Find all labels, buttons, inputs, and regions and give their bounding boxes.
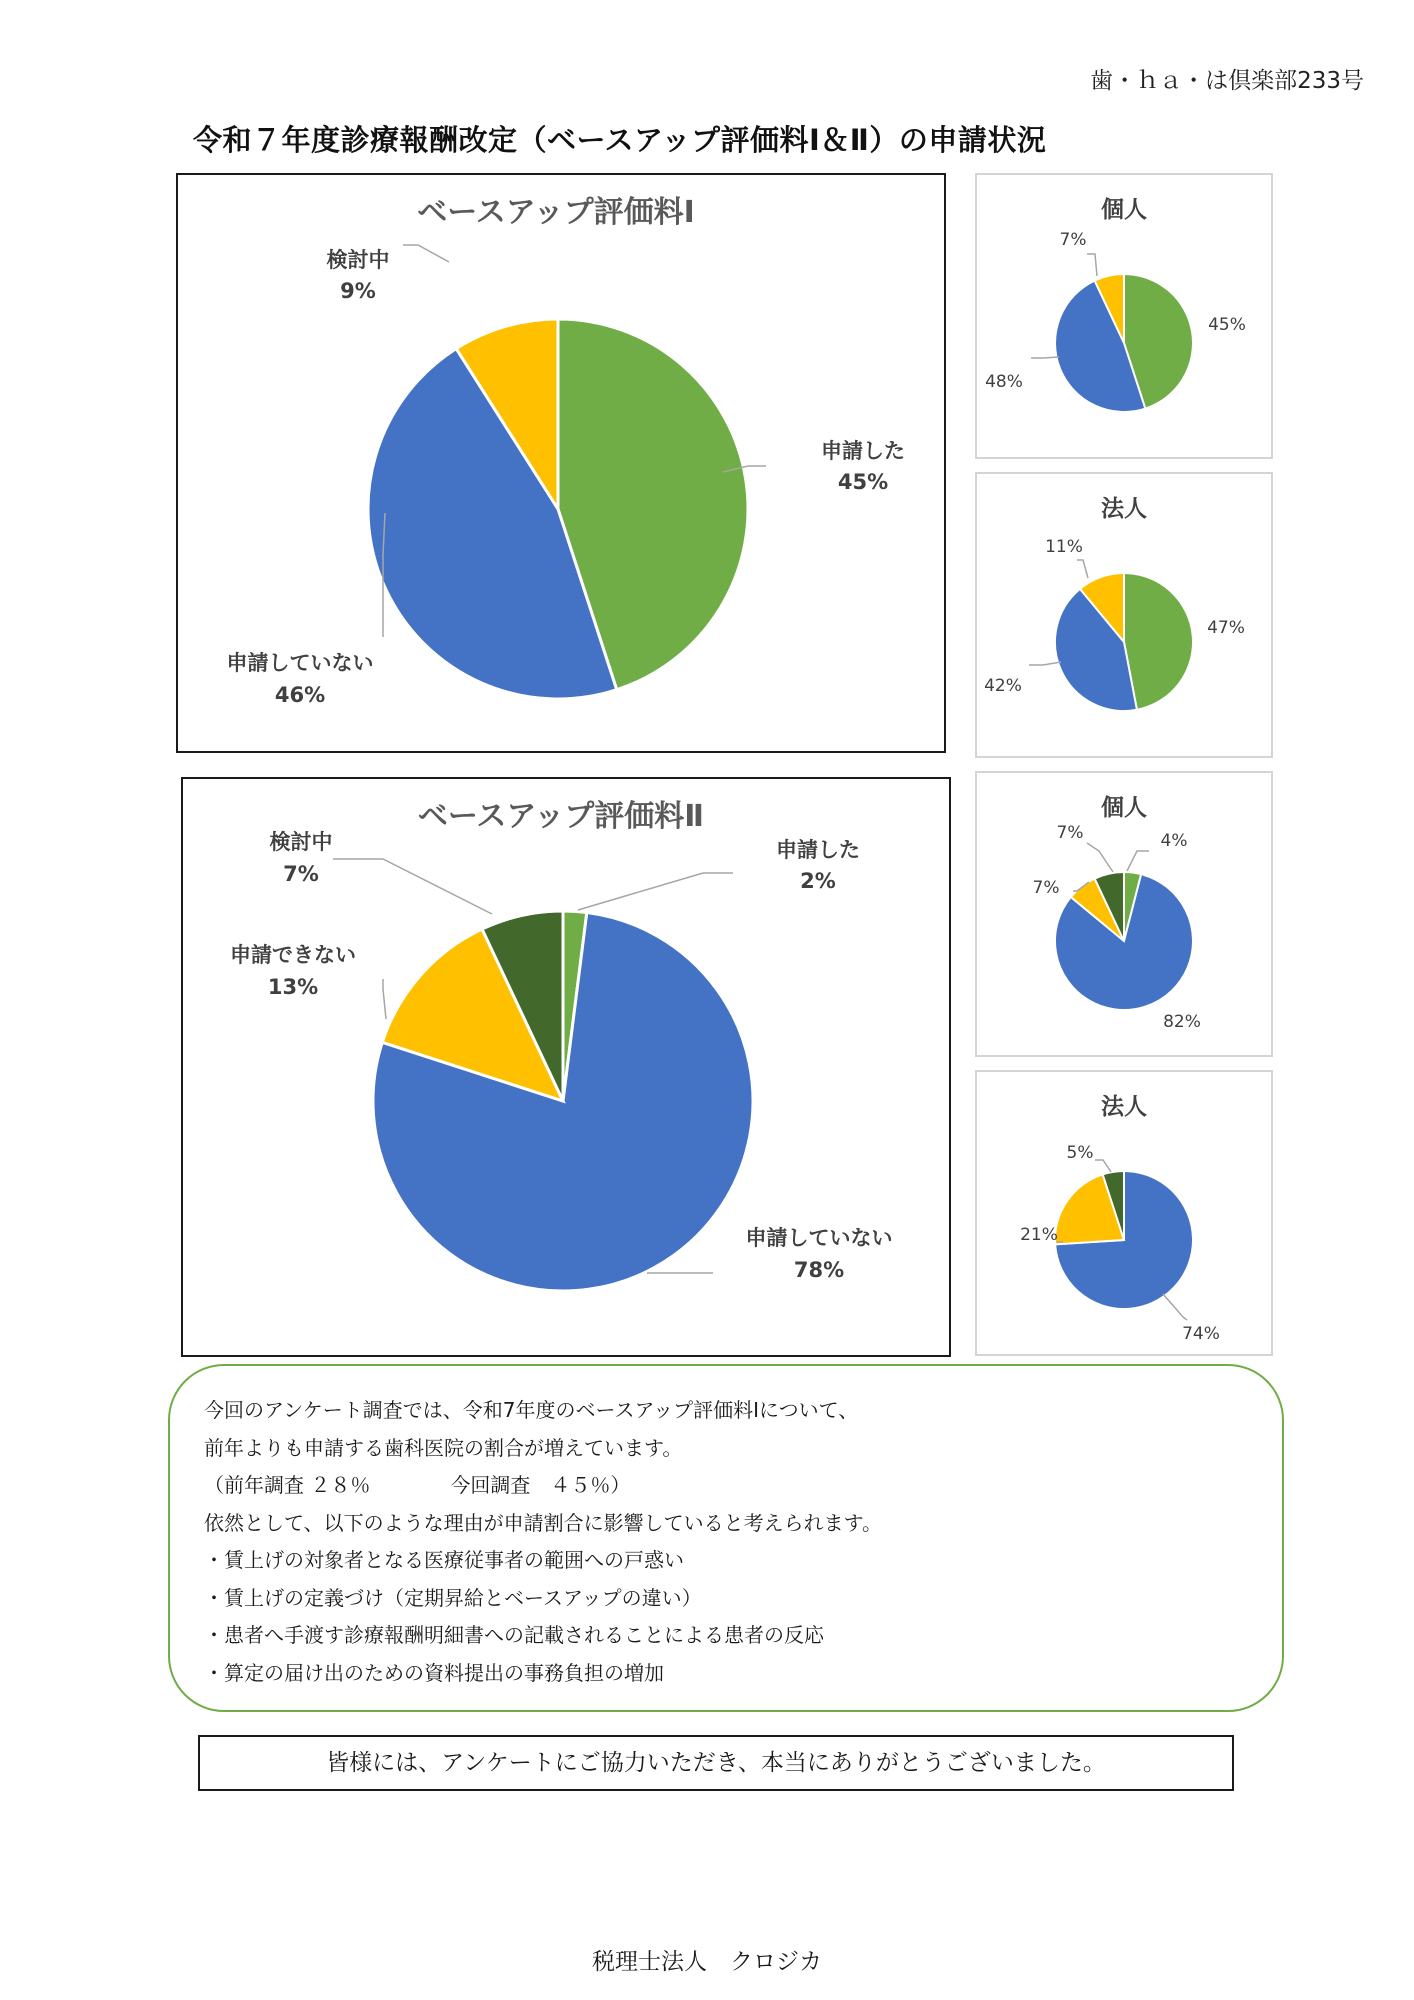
slice-value: 47%	[1207, 618, 1245, 638]
slice-value: 11%	[1045, 537, 1083, 557]
slice-value: 82%	[1163, 1012, 1201, 1032]
leader-line	[578, 873, 733, 910]
chart-title: 法人	[1101, 1094, 1147, 1120]
page-title: 令和７年度診療報酬改定（ベースアップ評価料Ⅰ＆Ⅱ）の申請状況	[193, 123, 1047, 157]
leader-line	[383, 979, 386, 1019]
slice-value: 9%	[340, 279, 376, 303]
slice-value: 7%	[1056, 823, 1084, 843]
slice-label: 検討中	[326, 248, 390, 272]
leader-line	[403, 245, 449, 262]
pie-slices	[1055, 274, 1193, 412]
slice-value: 48%	[985, 372, 1023, 392]
pie-chart-base-up-2-individual	[975, 771, 1273, 1057]
summary-line: 前年よりも申請する歯科医院の割合が増えています。	[204, 1435, 683, 1460]
slice-value: 74%	[1182, 1324, 1220, 1344]
summary-line: （前年調査 ２８％ 今回調査 ４５％）	[204, 1473, 631, 1497]
slice-value: 2%	[800, 869, 836, 893]
slice-value: 45%	[1208, 315, 1246, 335]
chart-title: 個人	[1101, 197, 1147, 223]
chart-title: ベースアップ評価料Ⅰ	[417, 195, 695, 230]
slice-value: 4%	[1160, 831, 1188, 851]
chart-title: 個人	[1101, 795, 1147, 821]
pie-chart-base-up-1-svg	[178, 175, 944, 751]
slice-value: 21%	[1020, 1225, 1058, 1245]
summary-box	[168, 1364, 1284, 1712]
slice-value: 78%	[793, 1258, 845, 1282]
leader-line	[1087, 843, 1113, 872]
pie-chart-base-up-2-individual-svg	[977, 773, 1271, 1055]
pie-chart-base-up-1-individual	[975, 173, 1273, 459]
chart-title: ベースアップ評価料Ⅱ	[417, 799, 705, 834]
slice-value: 42%	[984, 676, 1022, 696]
pie-slice	[1124, 573, 1193, 710]
leader-line	[1077, 560, 1088, 578]
leader-line	[333, 859, 492, 914]
pie-slices	[1055, 573, 1193, 711]
summary-line: 今回のアンケート調査では、令和7年度のベースアップ評価料Ⅰについて、	[204, 1398, 859, 1422]
chart-title: 法人	[1101, 496, 1147, 522]
slice-label: 申請した	[776, 838, 860, 862]
slice-value: 7%	[1032, 878, 1060, 898]
footer-company: 税理士法人 クロジカ	[592, 1949, 822, 1975]
pie-chart-base-up-1-corporate-svg	[977, 474, 1271, 756]
slice-label: 申請した	[821, 439, 905, 463]
leader-line	[1031, 357, 1059, 358]
leader-line	[1095, 1160, 1111, 1172]
summary-line: ・算定の届け出のための資料提出の事務負担の増加	[204, 1660, 664, 1685]
pie-chart-base-up-1-corporate	[975, 472, 1273, 758]
pie-slices	[373, 911, 753, 1291]
issue-number: 歯・ｈａ・は倶楽部233号	[1090, 68, 1364, 94]
slice-label: 申請できない	[230, 943, 356, 967]
leader-line	[1127, 851, 1149, 871]
slice-label: 申請していない	[745, 1226, 893, 1250]
slice-value: 5%	[1066, 1143, 1094, 1163]
slice-value: 7%	[1059, 230, 1087, 250]
summary-line: ・賃上げの対象者となる医療従事者の範囲への戸惑い	[204, 1548, 684, 1572]
pie-chart-base-up-2-corporate	[975, 1070, 1273, 1356]
summary-line: ・賃上げの定義づけ（定期昇給とベースアップの違い）	[204, 1585, 702, 1610]
pie-slices	[368, 319, 748, 699]
slice-value: 13%	[267, 975, 319, 999]
slice-value: 45%	[837, 470, 889, 494]
pie-chart-base-up-2	[181, 777, 951, 1357]
leader-line	[1029, 662, 1061, 665]
pie-chart-base-up-2-corporate-svg	[977, 1072, 1271, 1354]
thanks-message: 皆様には、アンケートにご協力いただき、本当にありがとうございました。	[198, 1735, 1234, 1791]
slice-value: 7%	[283, 862, 319, 886]
summary-line: 依然として、以下のような理由が申請割合に影響していると考えられます。	[204, 1510, 882, 1535]
pie-chart-base-up-1-individual-svg	[977, 175, 1271, 457]
pie-slices	[1055, 872, 1193, 1010]
pie-chart-base-up-2-svg	[183, 779, 949, 1355]
slice-value: 46%	[274, 683, 326, 707]
slice-label: 申請していない	[226, 651, 374, 675]
pie-slices	[1055, 1171, 1193, 1309]
slice-label: 検討中	[269, 830, 333, 854]
pie-chart-base-up-1	[176, 173, 946, 753]
summary-line: ・患者へ手渡す診療報酬明細書への記載されることによる患者の反応	[204, 1623, 824, 1647]
leader-line	[1163, 1294, 1187, 1320]
leader-line	[1087, 254, 1097, 276]
